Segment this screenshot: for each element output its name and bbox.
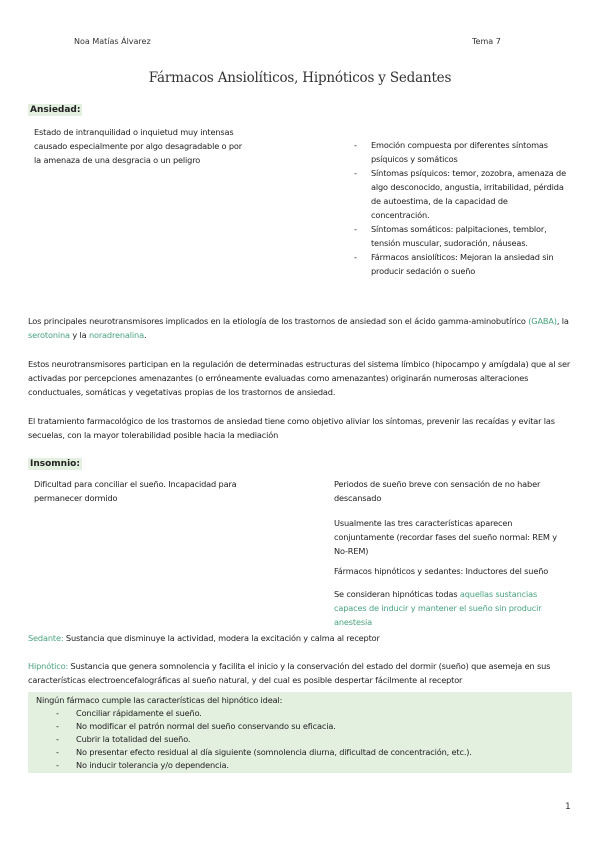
ideal-hypnotic-item: - Conciliar rápidamente el sueño. — [56, 707, 564, 720]
ansiedad-definition: Estado de intranquilidad o inquietud muy intensas causado especialmente por algo desagradable o por la amenaza de una desgracia o un peligro — [34, 127, 242, 165]
ansiedad-bullet: - Emoción compuesta por diferentes síntomas psíquicos y somáticos — [354, 138, 568, 166]
ideal-hypnotic-box — [28, 692, 572, 773]
ideal-hypnotic-item: - No modificar el patrón normal del sueño conservando su eficacia. — [56, 720, 564, 733]
hipnotico-label: Hipnótico: — [28, 661, 69, 671]
separator-text: y la — [69, 330, 89, 340]
page-title: Fármacos Ansiolíticos, Hipnóticos y Sedantes — [148, 70, 452, 86]
insomnio-definition: Dificultad para conciliar el sueño. Incapacidad para permanecer dormido — [34, 479, 237, 503]
section-heading-ansiedad: Ansiedad: — [30, 105, 81, 115]
ideal-hypnotic-item: - No inducir tolerancia y/o dependencia. — [56, 759, 564, 772]
separator-text: , la — [556, 316, 569, 326]
hipnotico-text: Sustancia que genera somnolencia y facilita el inicio y la conservación del estado del dormir (sueño) que asemeja en sus características electroencefalográficas al sueño natural, y del cual es posible despertar fácilmente al receptor — [28, 661, 551, 685]
neurotransmitters-paragraph — [28, 314, 573, 342]
gaba-term: (GABA) — [528, 316, 557, 326]
section-heading-insomnio: Insomnio: — [30, 459, 80, 469]
topic-label: Tema 7 — [472, 37, 501, 46]
paragraph-text: Los principales neurotransmisores implicados en la etiología de los trastornos de ansiedad son el ácido gamma-aminobutírico — [28, 316, 526, 326]
paragraph-end: . — [143, 330, 147, 340]
ansiedad-bullet-list — [354, 138, 568, 278]
ansiedad-bullet: - Fármacos ansiolíticos: Mejoran la ansiedad sin producir sedación o sueño — [354, 250, 568, 278]
treatment-paragraph: El tratamiento farmacológico de los trastornos de ansiedad tiene como objetivo aliviar los síntomas, prevenir las recaídas y evitar las secuelas, con la mayor tolerabilidad posible hacia la mediación — [28, 416, 555, 440]
insomnio-right-2: Usualmente las tres características aparecen conjuntamente (recordar fases del sueño normal: REM y No-REM) — [334, 518, 557, 556]
insomnio-right-4 — [334, 587, 570, 629]
sedante-definition — [28, 631, 573, 645]
insomnio-right-3: Fármacos hipnóticos y sedantes: Inductores del sueño — [334, 566, 549, 576]
ideal-hypnotic-item: - Cubrir la totalidad del sueño. — [56, 733, 564, 746]
sedante-text: Sustancia que disminuye la actividad, modera la excitación y calma al receptor — [63, 633, 380, 643]
ansiedad-bullet: - Síntomas somáticos: palpitaciones, temblor, tensión muscular, sudoración, náuseas. — [354, 222, 568, 250]
hypnotic-consideration-text: Se consideran hipnóticas todas — [334, 589, 460, 599]
page-number: 1 — [565, 802, 571, 812]
insomnio-right-1: Periodos de sueño breve con sensación de no haber descansado — [334, 479, 541, 503]
ansiedad-bullet: - Síntomas psíquicos: temor, zozobra, amenaza de algo desconocido, angustia, irritabilidad, pérdida de autoestima, de la capacidad de concentración. — [354, 166, 568, 222]
ideal-hypnotic-item: - No presentar efecto residual al día siguiente (somnolencia diurna, dificultad de concentración, etc.). — [56, 746, 564, 759]
hypnotic-consideration-highlight: aquellas sustancias capaces de inducir y mantener el sueño sin producir anestesia — [334, 589, 542, 627]
box-heading: Ningún fármaco cumple las características del hipnótico ideal: — [36, 695, 283, 705]
limbic-system-paragraph: Estos neurotransmisores participan en la regulación de determinadas estructuras del sistema límbico (hipocampo y amígdala) que al ser activadas por percepciones amenazantes (o erróneamente evaluadas como amenazantes) originarán numerosas alteraciones conductuales, somáticas y vegetativas propias de los trastornos de ansiedad. — [28, 359, 571, 397]
hipnotico-definition — [28, 659, 573, 687]
noradrenalina-term: noradrenalina — [88, 330, 144, 340]
ideal-hypnotic-list — [56, 707, 564, 772]
serotonina-term: serotonina — [28, 330, 70, 340]
author-name: Noa Matías Álvarez — [74, 37, 151, 46]
sedante-label: Sedante: — [28, 633, 64, 643]
